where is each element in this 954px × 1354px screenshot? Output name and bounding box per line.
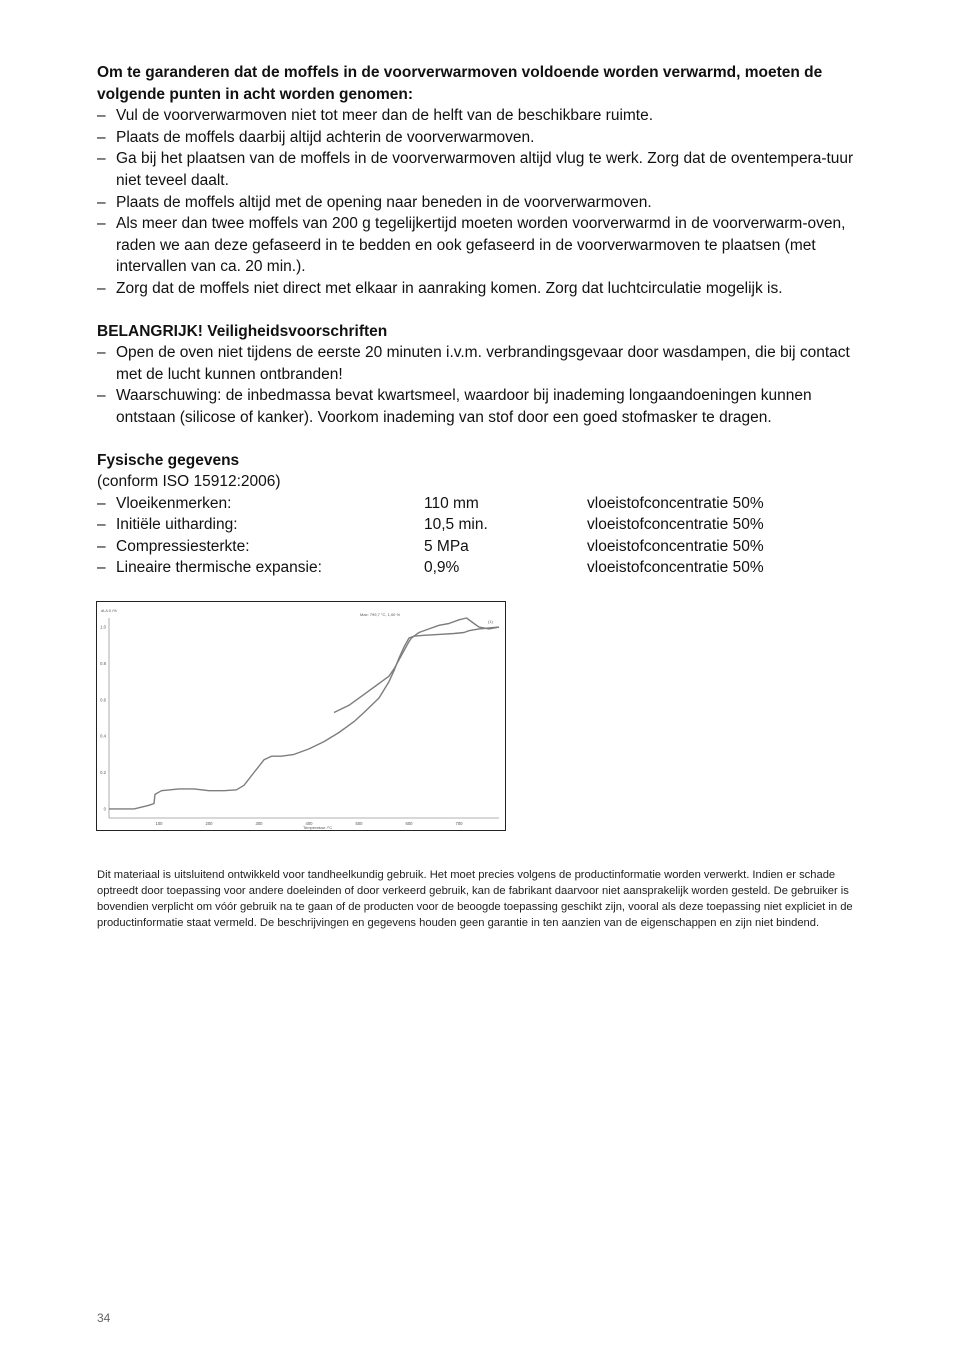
property-value: 0,9% (424, 559, 460, 577)
property-note: vloeistofconcentratie 50% (587, 537, 764, 555)
list-item: – Open de oven niet tijdens de eerste 20 minuten i.v.m. verbrandingsgevaar door wasdampen, die bij contact met de lucht kunnen ontbranden! (97, 342, 857, 385)
property-row (97, 493, 857, 515)
property-name: Initiële uitharding: (116, 516, 238, 534)
heating-curve-line (109, 627, 499, 809)
dash-mark: – (97, 516, 106, 534)
dash-mark: – (97, 537, 106, 555)
physical-subtitle: (conform ISO 15912:2006) (97, 473, 281, 491)
y-ticks (100, 625, 106, 812)
expansion-chart-svg (97, 602, 505, 830)
list-item: – Ga bij het plaatsen van de moffels in de voorverwarmoven altijd vlug te werk. Zorg dat de oventempera-tuur niet teveel daalt. (97, 148, 857, 191)
property-name: Lineaire thermische expansie: (116, 559, 322, 577)
list-item: – Als meer dan twee moffels van 200 g tegelijkertijd moeten worden voorverwarmd in de voorverwarm-oven, raden we aan deze gefaseerd in te bedden en ook gefaseerd in de voorverwarmoven te plaatsen (met intervallen van ca. 20 min.). (97, 213, 857, 278)
safety-title: BELANGRIJK! Veiligheidsvoorschriften (97, 322, 388, 340)
dash-mark: – (97, 494, 106, 512)
y-axis-label: dL/L0 /% (101, 608, 117, 613)
property-row (97, 514, 857, 536)
intro-list (97, 105, 857, 299)
property-name: Compressiesterkte: (116, 537, 250, 555)
property-note: vloeistofconcentratie 50% (587, 559, 764, 577)
expansion-chart (96, 601, 506, 831)
property-row (97, 557, 857, 579)
x-tick-label: 700 (455, 821, 463, 826)
y-tick-label: 0.4 (100, 733, 106, 739)
y-tick-label: 0 (103, 806, 106, 812)
max-annotation: Max: 799,7 °C, 1,00 % (360, 612, 401, 617)
list-item: – Vul de voorverwarmoven niet tot meer dan de helft van de beschikbare ruimte. (97, 105, 857, 127)
cooling-curve-line (334, 618, 499, 713)
x-tick-label: 300 (255, 821, 263, 826)
x-tick-label: 400 (305, 821, 313, 826)
x-tick-label: 500 (355, 821, 363, 826)
y-tick-label: 0.6 (100, 697, 106, 703)
list-item: – Plaats de moffels daarbij altijd achterin de voorverwarmoven. (97, 127, 857, 149)
property-value: 10,5 min. (424, 516, 488, 534)
physical-properties-list (97, 493, 857, 579)
property-row (97, 536, 857, 558)
property-name: Vloeikenmerken: (116, 494, 232, 512)
x-tick-label: 600 (405, 821, 413, 826)
series-layer (109, 618, 499, 809)
list-item: – Plaats de moffels altijd met de opening naar beneden in de voorverwarmoven. (97, 192, 857, 214)
x-ticks (156, 821, 464, 826)
list-item: – Zorg dat de moffels niet direct met elkaar in aanraking komen. Zorg dat luchtcirculatie mogelijk is. (97, 278, 857, 300)
page-number: 34 (97, 1311, 111, 1325)
safety-list (97, 342, 857, 428)
property-value: 110 mm (424, 494, 479, 512)
y-tick-label: 1.0 (100, 624, 106, 630)
property-note: vloeistofconcentratie 50% (587, 516, 764, 534)
x-tick-label: 200 (205, 821, 213, 826)
series-end-label: (1) (488, 619, 493, 624)
intro-heading: Om te garanderen dat de moffels in de voorverwarmoven voldoende worden verwarmd, moeten de volgende punten in acht worden genomen: (97, 64, 823, 103)
y-tick-label: 0.2 (100, 770, 106, 776)
x-axis-label: Temperatuur /°C (303, 825, 333, 830)
property-note: vloeistofconcentratie 50% (587, 494, 764, 512)
disclaimer-text: Dit materiaal is uitsluitend ontwikkeld voor tandheelkundig gebruik. Het moet precies volgens de productinformatie worden verwerkt. Indien er schade optreedt door toepassing voor andere doeleinden of door verkeerd gebruik, kan de fabrikant daarvoor niet aansprakelijk worden gesteld. De gebruiker is bovendien verplicht om vóór gebruik na te gaan of de producten voor de beoogde toepassing geschikt zijn, vooral als deze toepassing niet expliciet in de productinformatie staat vermeld. De beschrijvingen en gegevens houden geen garantie in ten aanzien van de eigenschappen en zijn niet bindend. (97, 869, 853, 929)
y-tick-label: 0.8 (100, 660, 106, 666)
dash-mark: – (97, 559, 106, 577)
x-tick-label: 100 (155, 821, 163, 826)
main-content (97, 62, 857, 579)
physical-title: Fysische gegevens (97, 451, 240, 469)
property-value: 5 MPa (424, 537, 469, 555)
list-item: – Waarschuwing: de inbedmassa bevat kwartsmeel, waardoor bij inademing longaandoeningen kunnen ontstaan (silicose of kanker). Voorkom inademing van stof door een goed stofmasker te dragen. (97, 385, 857, 428)
